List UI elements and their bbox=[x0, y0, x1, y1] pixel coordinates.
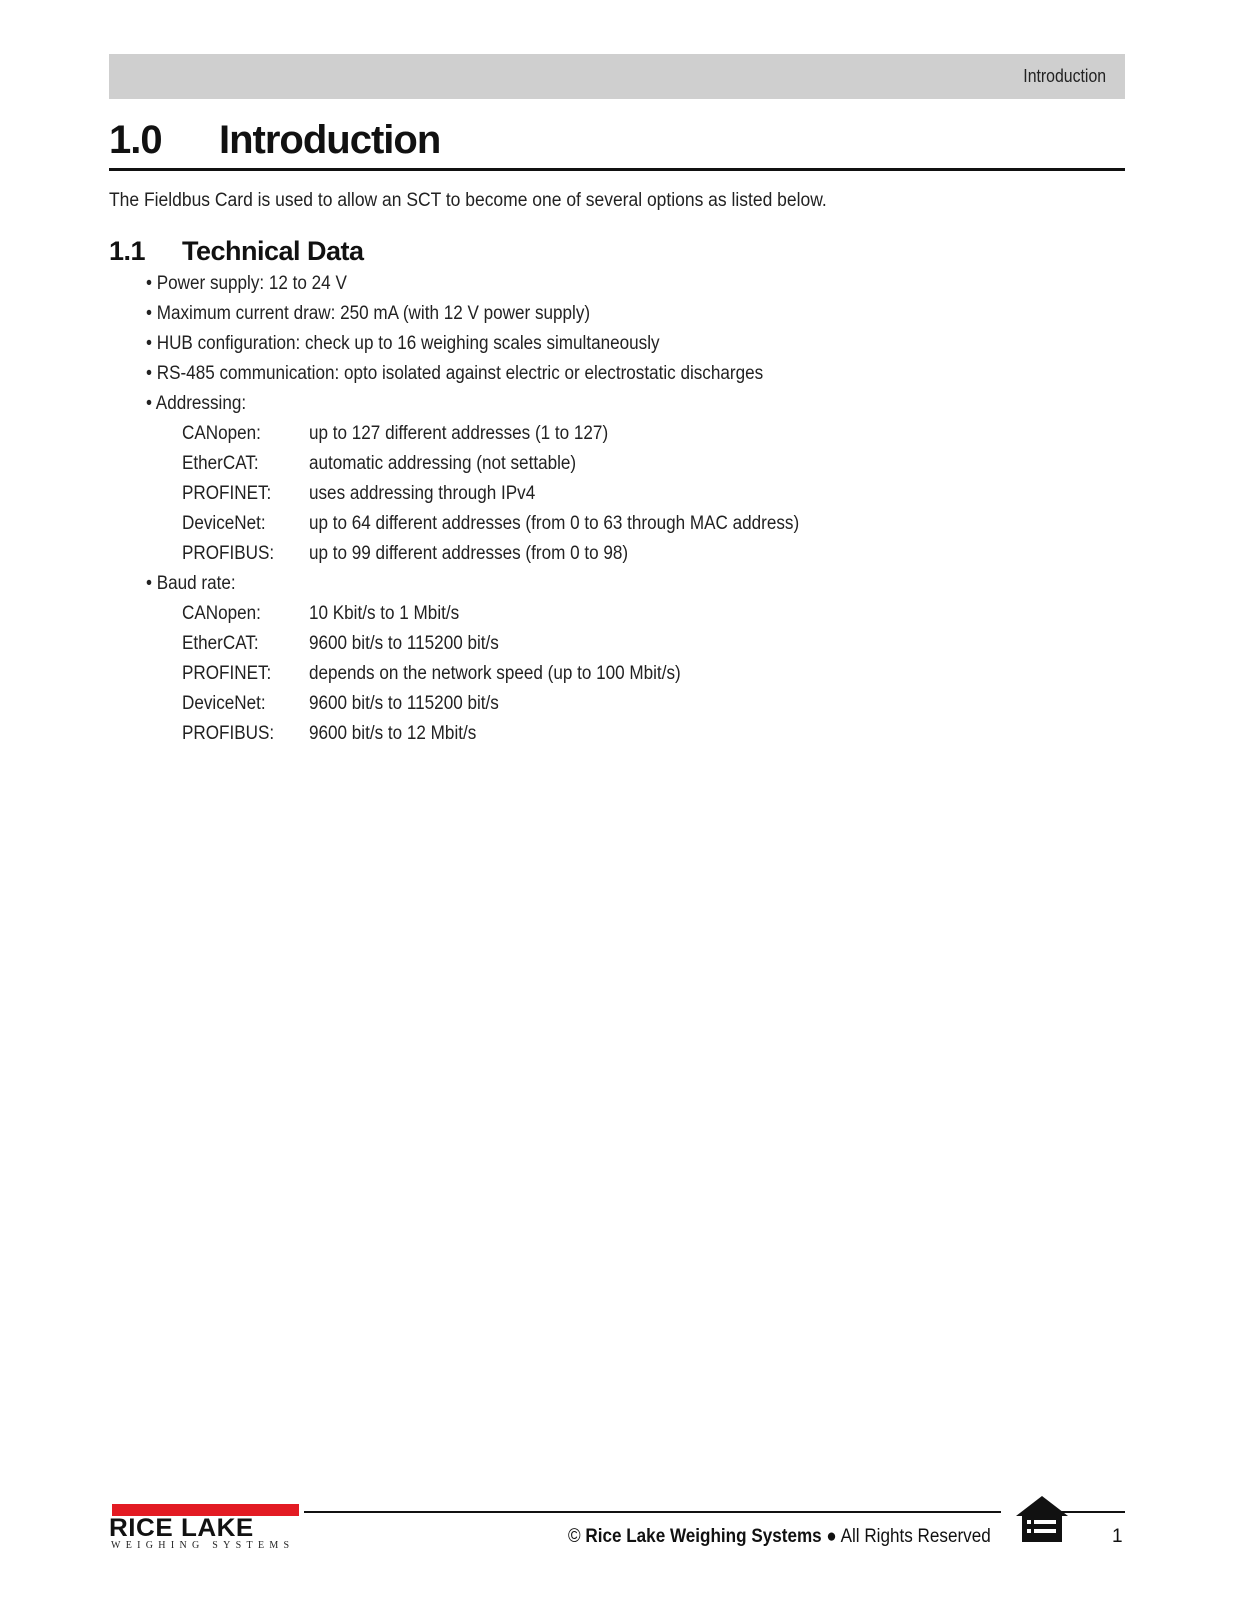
addressing-protocol-value: up to 99 different addresses (from 0 to 98) bbox=[309, 543, 629, 564]
chapter-number: 1.0 bbox=[109, 118, 162, 162]
page-number: 1 bbox=[1112, 1526, 1123, 1547]
baud-protocol-label: EtherCAT: bbox=[182, 633, 259, 654]
addressing-protocol-value: automatic addressing (not settable) bbox=[309, 453, 577, 474]
section-title: Technical Data bbox=[182, 236, 364, 266]
footer-separator: ● bbox=[826, 1526, 837, 1547]
addressing-protocol-value: up to 127 different addresses (1 to 127) bbox=[309, 423, 609, 444]
rice-lake-logo bbox=[109, 1504, 299, 1552]
chapter-title: Introduction bbox=[219, 118, 441, 162]
logo-brand-text: RICE LAKE bbox=[109, 1514, 254, 1542]
bullet-item: • RS-485 communication: opto isolated against electric or electrostatic discharges bbox=[146, 363, 764, 384]
addressing-protocol-label: CANopen: bbox=[182, 423, 261, 444]
baud-protocol-label: PROFIBUS: bbox=[182, 723, 275, 744]
addressing-protocol-value: up to 64 different addresses (from 0 to 63 through MAC address) bbox=[309, 513, 800, 534]
bullet-item: • Maximum current draw: 250 mA (with 12 V power supply) bbox=[146, 303, 591, 324]
baud-protocol-label: PROFINET: bbox=[182, 663, 272, 684]
running-header-label: Introduction bbox=[1023, 66, 1106, 86]
addressing-protocol-label: DeviceNet: bbox=[182, 513, 266, 534]
baud-protocol-value: 9600 bit/s to 115200 bit/s bbox=[309, 693, 499, 714]
chapter-heading bbox=[109, 112, 1125, 171]
addressing-protocol-label: PROFINET: bbox=[182, 483, 272, 504]
baud-protocol-value: 10 Kbit/s to 1 Mbit/s bbox=[309, 603, 460, 624]
bullet-item: • Addressing: bbox=[146, 393, 247, 414]
footer-copyright bbox=[568, 1526, 991, 1548]
logo-tagline: WEIGHING SYSTEMS bbox=[111, 1540, 295, 1551]
addressing-protocol-label: PROFIBUS: bbox=[182, 543, 275, 564]
footer-rights: All Rights Reserved bbox=[840, 1526, 991, 1547]
addressing-protocol-label: EtherCAT: bbox=[182, 453, 259, 474]
baud-protocol-value: 9600 bit/s to 115200 bit/s bbox=[309, 633, 499, 654]
footer-rule bbox=[304, 1511, 1001, 1513]
equal-housing-icon bbox=[1014, 1494, 1070, 1544]
baud-protocol-label: CANopen: bbox=[182, 603, 261, 624]
baud-protocol-value: depends on the network speed (up to 100 Mbit/s) bbox=[309, 663, 681, 684]
copyright-symbol: © bbox=[568, 1526, 581, 1547]
footer-company: Rice Lake Weighing Systems bbox=[585, 1526, 822, 1547]
baud-protocol-value: 9600 bit/s to 12 Mbit/s bbox=[309, 723, 477, 744]
intro-paragraph: The Fieldbus Card is used to allow an SCT to become one of several options as listed below. bbox=[109, 190, 827, 211]
baud-protocol-label: DeviceNet: bbox=[182, 693, 266, 714]
bullet-item-baud-rate: • Baud rate: bbox=[146, 573, 236, 594]
bullet-item: • Power supply: 12 to 24 V bbox=[146, 273, 347, 294]
section-number: 1.1 bbox=[109, 236, 146, 266]
running-header bbox=[109, 54, 1125, 99]
bullet-item: • HUB configuration: check up to 16 weighing scales simultaneously bbox=[146, 333, 660, 354]
addressing-protocol-value: uses addressing through IPv4 bbox=[309, 483, 536, 504]
